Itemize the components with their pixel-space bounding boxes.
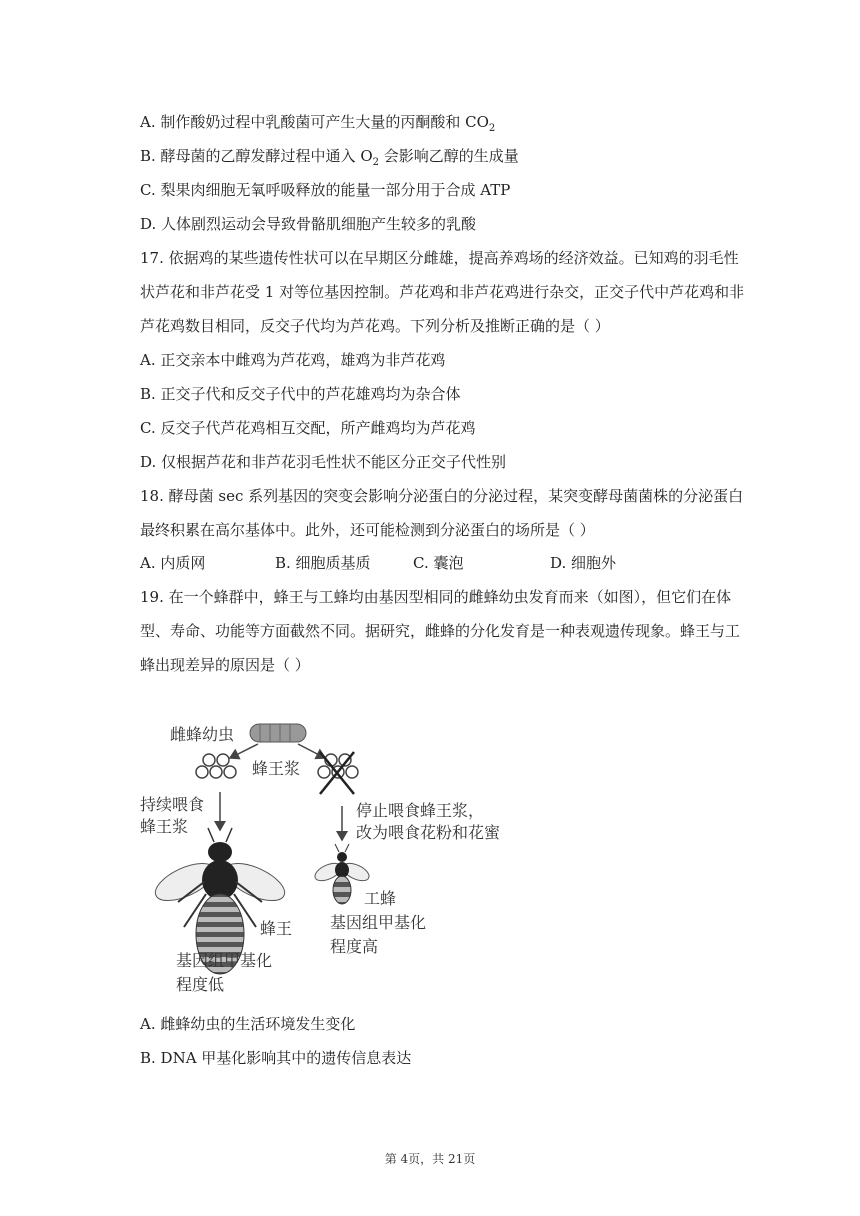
q16-option-a: A. 制作酸奶过程中乳酸菌可产生大量的丙酮酸和 $CO_2$ — [140, 113, 496, 134]
honeycomb-icon-right-crossed — [318, 752, 358, 794]
q19-stem-line3: 蜂出现差异的原因是（ ） — [140, 656, 310, 674]
q17-stem-line2: 状芦花和非芦花受 1 对等位基因控制。芦花鸡和非芦花鸡进行杂交，正交子代中芦花鸡和非 — [140, 283, 745, 301]
stop-feeding-line1: 停止喂食蜂王浆， — [356, 801, 485, 820]
bee-development-figure — [140, 712, 540, 1002]
q18-option-b: B. 细胞质基质 — [275, 554, 371, 572]
q18-option-a: A. 内质网 — [140, 554, 206, 572]
q19-option-a: A. 雌蜂幼虫的生活环境发生变化 — [140, 1015, 356, 1033]
q18-option-c: C. 囊泡 — [413, 554, 464, 572]
q19-option-b: B. DNA 甲基化影响其中的遗传信息表达 — [140, 1049, 412, 1067]
arrow-right — [298, 744, 325, 758]
q17-stem-line1: 17. 依据鸡的某些遗传性状可以在早期区分雌雄，提高养鸡场的经济效益。已知鸡的羽毛性 — [140, 249, 739, 267]
q17-stem-line3: 芦花鸡数目相同，反交子代均为芦花鸡。下列分析及推断正确的是（ ） — [140, 317, 610, 335]
q19-stem-line2: 型、寿命、功能等方面截然不同。据研究，雌蜂的分化发育是一种表观遗传现象。蜂王与工 — [140, 622, 741, 640]
queen-methylation-line2: 程度低 — [176, 975, 225, 994]
q18-option-d: D. 细胞外 — [550, 554, 617, 572]
q17-option-a: A. 正交亲本中雌鸡为芦花鸡，雄鸡为非芦花鸡 — [140, 351, 446, 369]
q18-stem-line1: 18. 酵母菌 sec 系列基因的突变会影响分泌蛋白的分泌过程，某突变酵母菌菌株的分泌蛋白 — [140, 487, 744, 505]
worker-bee-icon — [312, 844, 371, 904]
q17-option-d: D. 仅根据芦花和非芦花羽毛性状不能区分正交子代性别 — [140, 453, 507, 471]
stop-feeding-line2: 改为喂食花粉和花蜜 — [356, 823, 501, 842]
q19-stem-line1: 19. 在一个蜂群中，蜂王与工蜂均由基因型相同的雌蜂幼虫发育而来（如图），但它们在体 — [140, 588, 732, 606]
queen-label: 蜂王 — [260, 919, 293, 938]
keep-feeding-line1: 持续喂食 — [140, 795, 205, 814]
page-footer: 第 4页，共 21页 — [384, 1152, 476, 1166]
worker-label: 工蜂 — [364, 889, 397, 908]
worker-methylation-line2: 程度高 — [330, 937, 379, 956]
arrow-left — [230, 744, 258, 758]
q18-stem-line2: 最终积累在高尔基体中。此外，还可能检测到分泌蛋白的场所是（ ） — [140, 521, 595, 539]
larva-icon — [250, 724, 306, 742]
q16-option-c: C. 梨果肉细胞无氧呼吸释放的能量一部分用于合成 ATP — [140, 181, 511, 199]
royal-jelly-label: 蜂王浆 — [252, 759, 301, 778]
q16-option-b: B. 酵母菌的乙醇发酵过程中通入 $O_2$ 会影响乙醇的生成量 — [140, 147, 519, 168]
q17-option-b: B. 正交子代和反交子代中的芦花雄鸡均为杂合体 — [140, 385, 461, 403]
queen-methylation-line1: 基因组甲基化 — [176, 951, 273, 970]
q16-option-d: D. 人体剧烈运动会导致骨骼肌细胞产生较多的乳酸 — [140, 215, 477, 233]
keep-feeding-line2: 蜂王浆 — [140, 817, 189, 836]
larva-label: 雌蜂幼虫 — [170, 725, 235, 744]
q17-option-c: C. 反交子代芦花鸡相互交配，所产雌鸡均为芦花鸡 — [140, 419, 476, 437]
worker-methylation-line1: 基因组甲基化 — [330, 913, 427, 932]
